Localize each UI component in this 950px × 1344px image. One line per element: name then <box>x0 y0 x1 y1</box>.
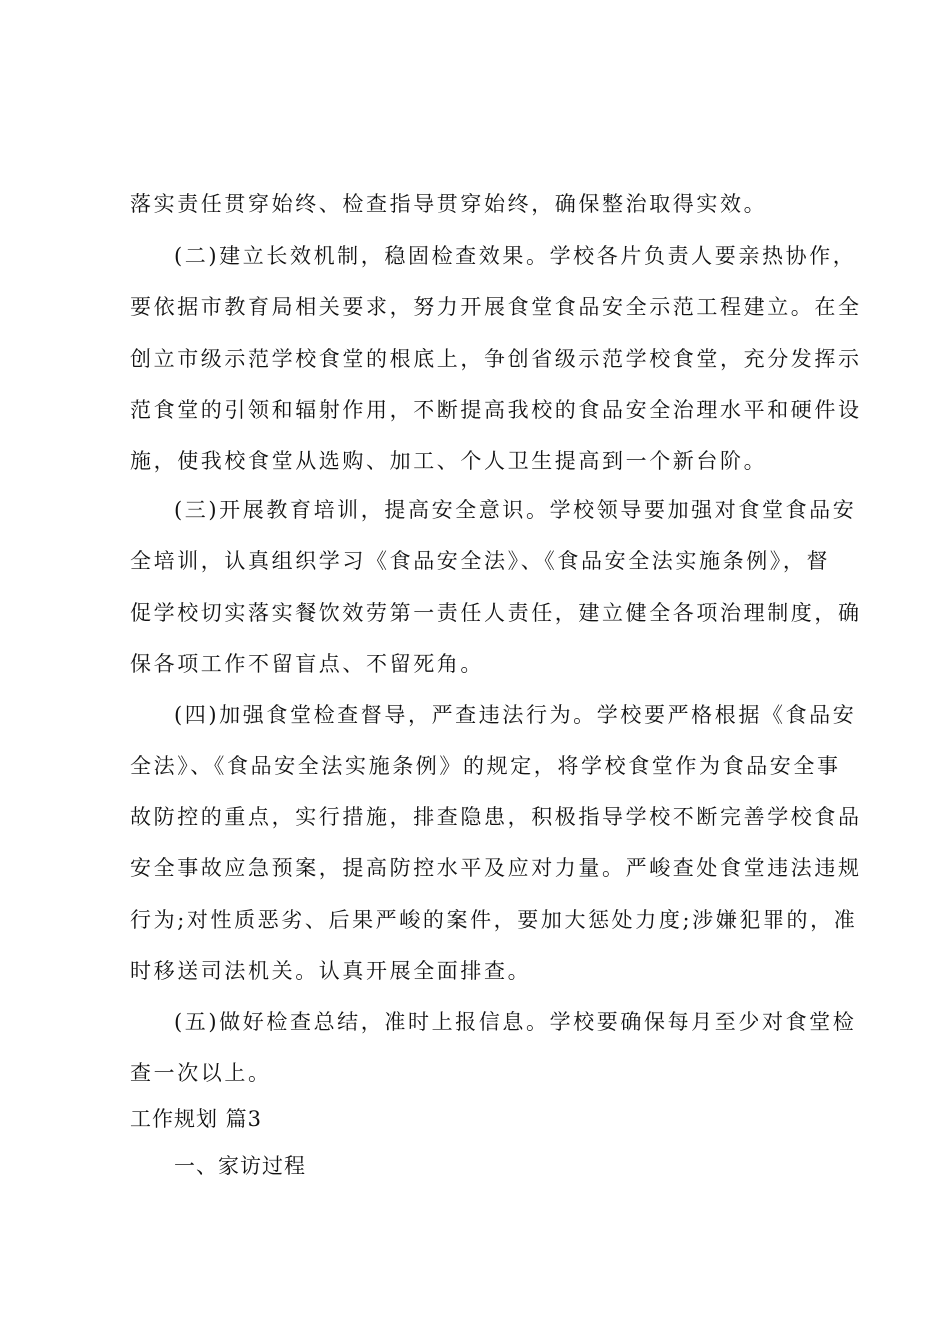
text-line: 全培训，认真组织学习《食品安全法》、《食品安全法实施条例》，督 <box>130 549 831 573</box>
paragraph-3-first-line: (三)开展教育培训，提高安全意识。学校领导要加强对食堂食品安 <box>174 498 857 522</box>
paragraph-5-first-line: (五)做好检查总结，准时上报信息。学校要确保每月至少对食堂检 <box>174 1010 857 1034</box>
text-line: 全法》、《食品安全法实施条例》的规定，将学校食堂作为食品安全事 <box>130 754 841 778</box>
subsection-heading: 一、家访过程 <box>174 1154 306 1178</box>
section-heading: 工作规划 篇3 <box>130 1107 263 1131</box>
text-line: 故防控的重点，实行措施，排查隐患，积极指导学校不断完善学校食品 <box>130 805 862 829</box>
text-line: 施，使我校食堂从选购、加工、个人卫生提高到一个新台阶。 <box>130 449 768 473</box>
paragraph-2-first-line: (二)建立长效机制，稳固检查效果。学校各片负责人要亲热协作， <box>174 244 857 268</box>
text-line: 创立市级示范学校食堂的根底上，争创省级示范学校食堂，充分发挥示 <box>130 347 862 371</box>
text-line: 保各项工作不留盲点、不留死角。 <box>130 652 484 676</box>
paragraph-4-first-line: (四)加强食堂检查督导，严查违法行为。学校要严格根据《食品安 <box>174 703 857 727</box>
text-line: 行为;对性质恶劣、后果严峻的案件，要加大惩处力度;涉嫌犯罪的，准 <box>130 908 858 932</box>
text-line: 查一次以上。 <box>130 1061 272 1085</box>
text-line: 要依据市教育局相关要求，努力开展食堂食品安全示范工程建立。在全 <box>130 295 862 319</box>
text-line: 促学校切实落实餐饮效劳第一责任人责任，建立健全各项治理制度，确 <box>130 601 862 625</box>
text-line: 时移送司法机关。认真开展全面排查。 <box>130 959 532 983</box>
text-line: 安全事故应急预案，提高防控水平及应对力量。严峻查处食堂违法违规 <box>130 856 862 880</box>
text-line: 范食堂的引领和辐射作用，不断提高我校的食品安全治理水平和硬件设 <box>130 398 862 422</box>
text-line: 落实责任贯穿始终、检查指导贯穿始终，确保整治取得实效。 <box>130 192 768 216</box>
